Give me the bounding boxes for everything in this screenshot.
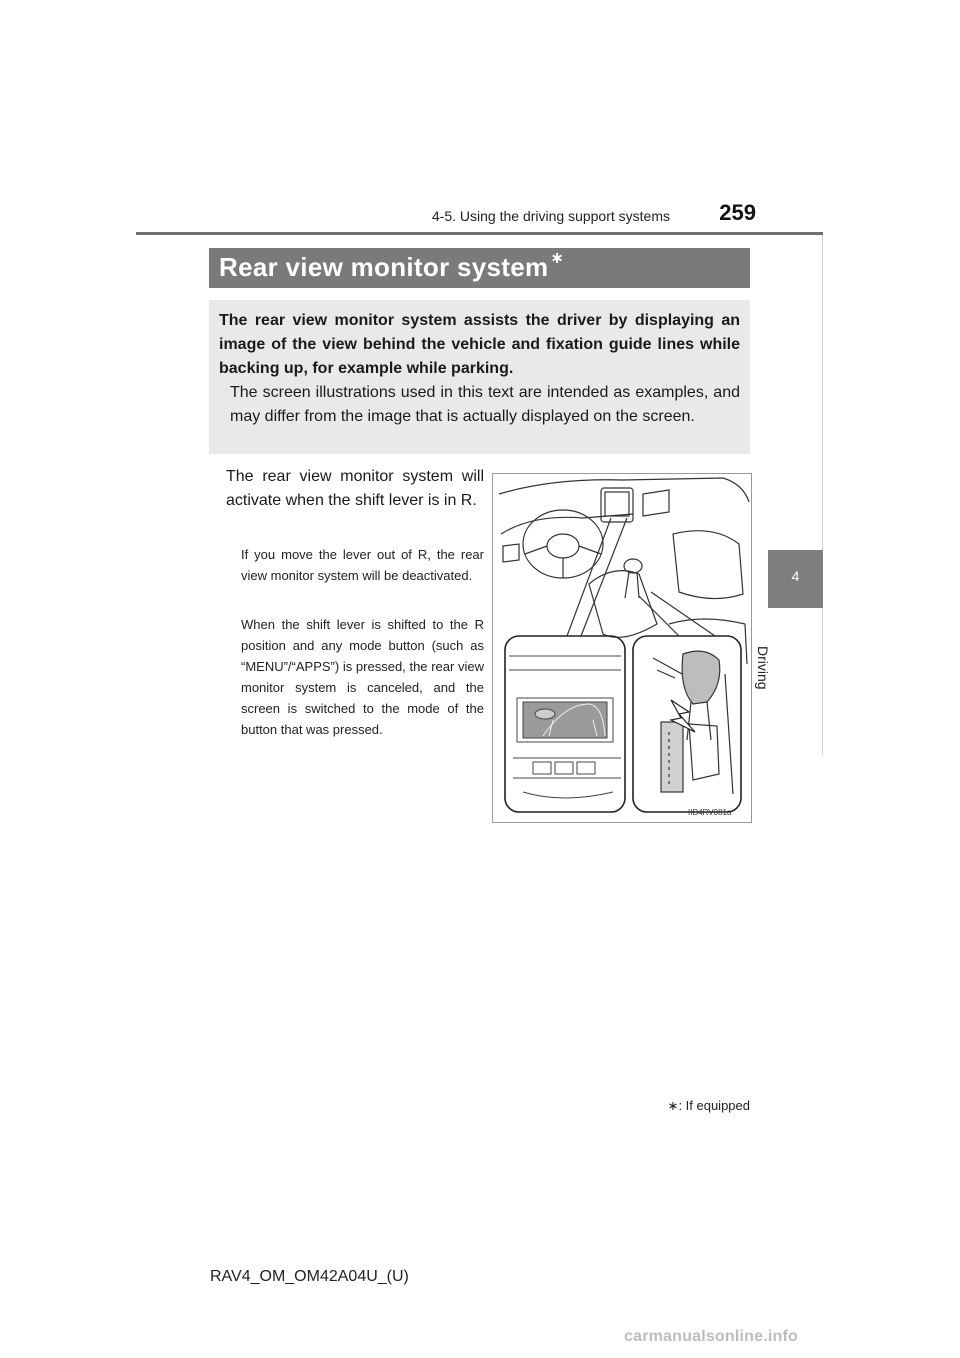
cancel-note: When the shift lever is shifted to the R position and any mode button (such as “MENU”/“APPS”) is pressed, the rear view monitor system is canceled, and the screen is switched to the mode of the button that was pressed. xyxy=(241,617,484,737)
page-title-text: Rear view monitor system xyxy=(219,252,549,282)
illustration-code: IID4RV081a xyxy=(688,808,732,817)
side-tab-line xyxy=(822,235,823,755)
footer-model-code: RAV4_OM_OM42A04U_(U) xyxy=(210,1268,409,1285)
chapter-number: 4 xyxy=(791,568,800,584)
dashboard-drawing xyxy=(493,474,751,822)
page-number: 259 xyxy=(719,200,756,225)
watermark: carmanualsonline.info xyxy=(624,1328,799,1345)
intro-summary: The rear view monitor system assists the driver by displaying an image of the view behind the vehicle and fixation guide lines while backing up, for example while parking. xyxy=(219,312,740,377)
dashboard-illustration xyxy=(492,473,752,823)
footnote-text: : If equipped xyxy=(678,1098,750,1113)
header-rule xyxy=(136,232,823,235)
section-title: 4-5. Using the driving support systems xyxy=(431,208,670,224)
footnote xyxy=(600,1098,750,1114)
deactivation-note: If you move the lever out of R, the rear view monitor system will be deactivated. xyxy=(241,547,484,583)
footnote-marker: ∗ xyxy=(667,1098,679,1113)
activation-text: The rear view monitor system will activate when the shift lever is in R. xyxy=(226,468,484,509)
if-equipped-marker: ∗ xyxy=(550,250,565,267)
chapter-label: Driving xyxy=(755,646,771,690)
intro-note: The screen illustrations used in this text are intended as examples, and may differ from the image that is actually displayed on the screen. xyxy=(230,384,740,425)
page-title xyxy=(219,252,564,283)
